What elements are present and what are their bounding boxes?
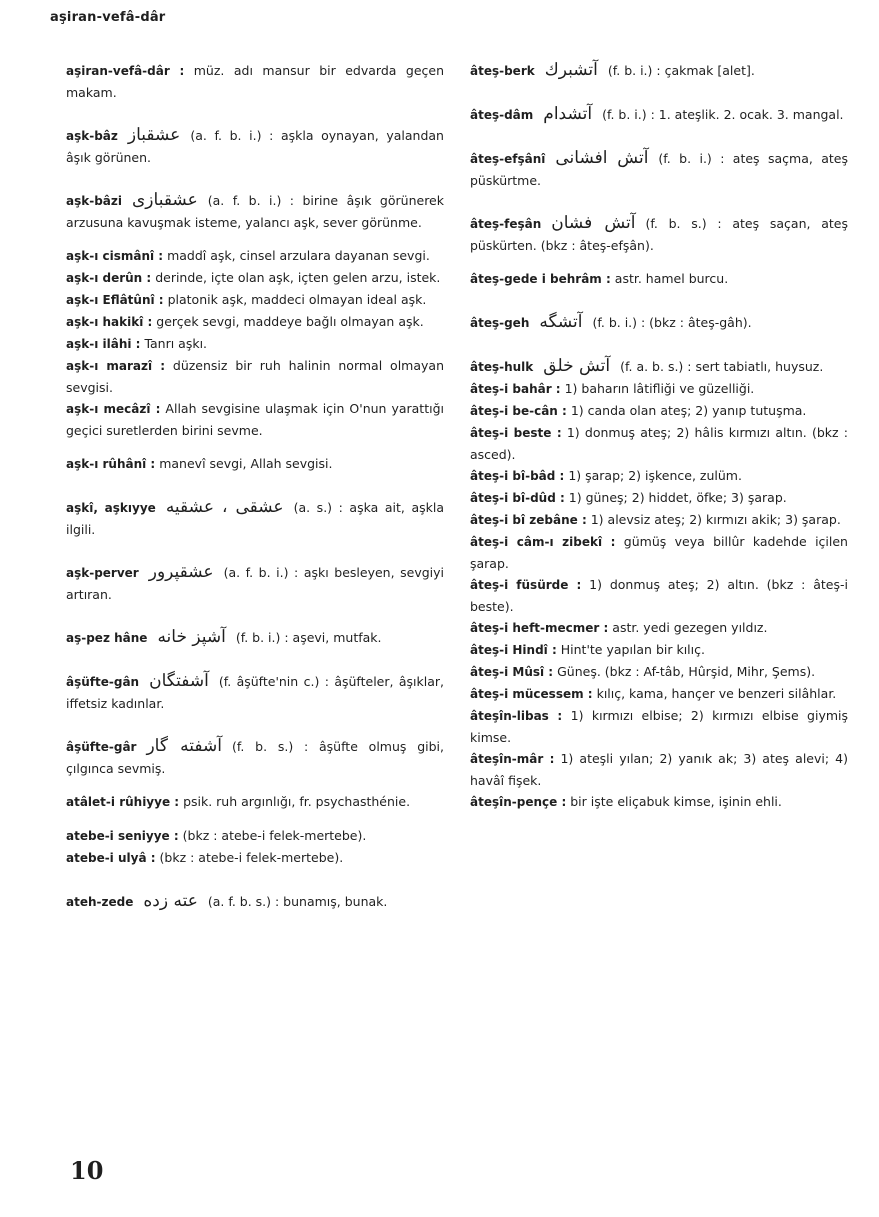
entry-headword: aşkî, aşkıyye bbox=[66, 501, 156, 515]
entry-definition: (f. b. s.) : ateş saçan, ateş püskürten. (bkz : âteş-efşân). bbox=[470, 216, 848, 253]
entry-definition: 1) donmuş ateş; 2) hâlis kırmızı altın. (bkz : asced). bbox=[470, 425, 849, 462]
entry-headword: âşüfte-gân bbox=[66, 675, 140, 689]
entry-definition: 1) baharın lâtifliği ve güzelliği. bbox=[564, 381, 755, 396]
entry-definition: astr. yedi gezegen yıldız. bbox=[612, 620, 768, 635]
dictionary-entry bbox=[470, 574, 848, 617]
entry-headword: aşk-ı cismânî : bbox=[66, 249, 164, 263]
dictionary-entry bbox=[66, 627, 444, 649]
dictionary-entry bbox=[470, 509, 848, 531]
entry-definition: gerçek sevgi, maddeye bağlı olmayan aşk. bbox=[156, 314, 424, 329]
entry-definition: (f. b. i.) : çakmak [alet]. bbox=[607, 63, 755, 78]
entry-arabic-script: عته زده bbox=[143, 891, 198, 911]
entry-headword: aşk-ı marazî : bbox=[66, 359, 165, 373]
entry-definition: 1) güneş; 2) hiddet, öfke; 3) şarap. bbox=[568, 490, 787, 505]
dictionary-entry bbox=[66, 736, 444, 779]
entry-arabic-script: آتشدام bbox=[543, 104, 593, 124]
entry-headword: âteş-i bî-bâd : bbox=[470, 469, 565, 483]
entry-headword: âteş-i Hindî : bbox=[470, 643, 557, 657]
entry-definition: (f. b. i.) : aşevi, mutfak. bbox=[235, 630, 382, 645]
dictionary-entry bbox=[470, 683, 848, 705]
entry-headword: aşk-ı ilâhi : bbox=[66, 337, 141, 351]
dictionary-entry bbox=[66, 497, 444, 540]
entry-definition: (f. b. i.) : ateş saçma, ateş püskürtme. bbox=[470, 151, 848, 188]
entry-headword: âteşîn-mâr : bbox=[470, 752, 555, 766]
entry-headword: aşk-perver bbox=[66, 566, 139, 580]
entry-arabic-script: آتشگه bbox=[539, 312, 583, 332]
entry-headword: aşk-ı mecâzî : bbox=[66, 402, 161, 416]
dictionary-entry bbox=[470, 661, 848, 683]
entry-definition: bir işte eliçabuk kimse, işinin ehli. bbox=[570, 794, 782, 809]
dictionary-entry bbox=[470, 356, 848, 378]
dictionary-entry bbox=[66, 891, 444, 913]
dictionary-entry bbox=[66, 190, 444, 233]
entry-headword: âteş-i füsürde : bbox=[470, 578, 582, 592]
entry-definition: (bkz : atebe-i felek-mertebe). bbox=[182, 828, 367, 843]
entry-definition: müz. adı mansur bir edvarda geçen makam. bbox=[66, 63, 444, 100]
entry-arabic-script: آشپز خانه bbox=[157, 627, 226, 647]
dictionary-entry bbox=[470, 487, 848, 509]
entry-definition: (f. b. i.) : 1. ateşlik. 2. ocak. 3. mangal. bbox=[602, 107, 844, 122]
dictionary-entry bbox=[470, 705, 848, 748]
dictionary-entry bbox=[470, 531, 848, 574]
entry-definition: (f. b. i.) : (bkz : âteş-gâh). bbox=[592, 315, 752, 330]
entry-definition: 1) donmuş ateş; 2) altın. (bkz : âteş-i beste). bbox=[470, 577, 848, 614]
entry-headword: âteş-i mücessem : bbox=[470, 687, 593, 701]
entry-headword: âteşîn-libas : bbox=[470, 709, 563, 723]
entry-headword: âteş-i heft-mecmer : bbox=[470, 621, 609, 635]
entry-headword: aşk-bâzi bbox=[66, 194, 122, 208]
dictionary-entry bbox=[66, 398, 444, 441]
entry-definition: (a. f. b. s.) : bunamış, bunak. bbox=[207, 894, 388, 909]
dictionary-entry bbox=[66, 671, 444, 714]
entry-arabic-script: آتش فشان bbox=[551, 213, 636, 233]
entry-headword: âteş-gede i behrâm : bbox=[470, 272, 611, 286]
entry-headword: atâlet-i rûhiyye : bbox=[66, 795, 180, 809]
dictionary-entry bbox=[66, 847, 444, 869]
dictionary-entry bbox=[66, 311, 444, 333]
dictionary-entry bbox=[470, 213, 848, 256]
entry-definition: (a. s.) : aşka ait, aşkla ilgili. bbox=[66, 500, 445, 537]
entry-headword: âteş-i Mûsî : bbox=[470, 665, 554, 679]
entry-definition: Allah sevgisine ulaşmak için O'nun yarattığı geçici suretlerden birini sevme. bbox=[66, 401, 444, 438]
page-number: 10 bbox=[70, 1156, 104, 1185]
dictionary-entry bbox=[470, 148, 848, 191]
entry-headword: âteş-geh bbox=[470, 316, 530, 330]
dictionary-entry bbox=[66, 125, 444, 168]
entry-definition: (f. a. b. s.) : sert tabiatlı, huysuz. bbox=[620, 359, 824, 374]
entry-headword: âteş-i be-cân : bbox=[470, 404, 567, 418]
entry-definition: astr. hamel burcu. bbox=[614, 271, 729, 286]
dictionary-entry bbox=[470, 312, 848, 334]
entry-definition: (a. f. b. i.) : aşkı besleyen, sevgiyi artıran. bbox=[66, 565, 444, 602]
entry-arabic-script: آتش خلق bbox=[543, 356, 611, 376]
entry-headword: âteş-berk bbox=[470, 64, 535, 78]
entry-headword: âteş-feşân bbox=[470, 217, 542, 231]
entry-definition: maddî aşk, cinsel arzulara dayanan sevgi. bbox=[167, 248, 430, 263]
entry-definition: (f. b. s.) : âşüfte olmuş gibi, çılgınca sevmiş. bbox=[66, 739, 444, 776]
entry-headword: aşiran-vefâ-dâr : bbox=[66, 64, 185, 78]
dictionary-entry bbox=[470, 617, 848, 639]
entry-arabic-script: عشقپرور bbox=[148, 562, 214, 582]
entry-arabic-script: آشفتگان bbox=[149, 671, 209, 691]
entry-headword: aşk-ı rûhânî : bbox=[66, 457, 156, 471]
dictionary-entry bbox=[66, 289, 444, 311]
dictionary-entry bbox=[470, 60, 848, 82]
entry-definition: (a. f. b. i.) : birine âşık görünerek arzusuna kavuşmak isteme, yalancı aşk, sever görünme. bbox=[66, 193, 444, 230]
entry-headword: ateh-zede bbox=[66, 895, 134, 909]
entry-headword: aş-pez hâne bbox=[66, 631, 148, 645]
entry-definition: 1) alevsiz ateş; 2) kırmızı akik; 3) şarap. bbox=[590, 512, 841, 527]
entry-definition: (bkz : atebe-i felek-mertebe). bbox=[159, 850, 344, 865]
entry-headword: âşüfte-gâr bbox=[66, 740, 137, 754]
entry-definition: Güneş. (bkz : Af-tâb, Hûrşid, Mihr, Şems). bbox=[557, 664, 816, 679]
dictionary-entry bbox=[66, 60, 444, 103]
dictionary-entry bbox=[470, 268, 848, 290]
entry-definition: manevî sevgi, Allah sevgisi. bbox=[159, 456, 333, 471]
dictionary-entry bbox=[470, 422, 848, 465]
entry-headword: âteş-dâm bbox=[470, 108, 534, 122]
entry-arabic-script: عشقباز bbox=[127, 125, 181, 145]
dictionary-entry bbox=[470, 465, 848, 487]
entry-definition: kılıç, kama, hançer ve benzeri silâhlar. bbox=[596, 686, 837, 701]
entry-definition: Tanrı aşkı. bbox=[144, 336, 208, 351]
entry-headword: âteş-i bahâr : bbox=[470, 382, 561, 396]
entry-headword: âteş-i câm-ı zibekî : bbox=[470, 535, 616, 549]
entry-definition: 1) şarap; 2) işkence, zulüm. bbox=[568, 468, 742, 483]
entry-definition: 1) kırmızı elbise; 2) kırmızı elbise giymiş kimse. bbox=[470, 708, 848, 745]
entry-definition: gümüş veya billûr kadehde içilen şarap. bbox=[470, 534, 848, 571]
dictionary-entry bbox=[66, 245, 444, 267]
dictionary-entry bbox=[470, 104, 848, 126]
entry-headword: atebe-i ulyâ : bbox=[66, 851, 156, 865]
entry-headword: aşk-ı hakikî : bbox=[66, 315, 153, 329]
dictionary-entry bbox=[470, 378, 848, 400]
left-column bbox=[66, 60, 444, 913]
entry-headword: atebe-i seniyye : bbox=[66, 829, 179, 843]
dictionary-entry bbox=[66, 562, 444, 605]
running-head: aşiran-vefâ-dâr bbox=[50, 10, 166, 25]
dictionary-entry bbox=[470, 791, 848, 813]
dictionary-entry bbox=[66, 453, 444, 475]
entry-definition: (f. âşüfte'nin c.) : âşüfteler, âşıklar, iffetsiz kadınlar. bbox=[66, 674, 444, 711]
entry-headword: aşk-ı Eflâtûnî : bbox=[66, 293, 164, 307]
dictionary-entry bbox=[66, 355, 444, 398]
entry-headword: âteş-efşânî bbox=[470, 152, 546, 166]
entry-definition: psik. ruh argınlığı, fr. psychasthénie. bbox=[183, 794, 411, 809]
entry-headword: âteşîn-pençe : bbox=[470, 795, 567, 809]
entry-definition: 1) ateşli yılan; 2) yanık ak; 3) ateş alevi; 4) havâî fişek. bbox=[470, 751, 848, 788]
entry-definition: Hint'te yapılan bir kılıç. bbox=[560, 642, 705, 657]
entry-headword: âteş-i bî-dûd : bbox=[470, 491, 565, 505]
right-column bbox=[470, 60, 848, 813]
entry-headword: âteş-i beste : bbox=[470, 426, 562, 440]
entry-definition: derinde, içte olan aşk, içten gelen arzu, istek. bbox=[155, 270, 441, 285]
entry-definition: (a. f. b. i.) : aşkla oynayan, yalandan âşık görünen. bbox=[66, 128, 444, 165]
entry-headword: aşk-ı derûn : bbox=[66, 271, 152, 285]
entry-arabic-script: آتش افشانى bbox=[555, 148, 649, 168]
entry-arabic-script: عشقى ، عشقيه bbox=[165, 497, 284, 517]
entry-arabic-script: عشقبازى bbox=[132, 190, 198, 210]
dictionary-entry bbox=[66, 267, 444, 289]
dictionary-entry bbox=[66, 825, 444, 847]
entry-arabic-script: آتشبرك bbox=[544, 60, 598, 80]
entry-arabic-script: آشفته گار bbox=[146, 736, 222, 756]
entry-headword: aşk-bâz bbox=[66, 129, 118, 143]
dictionary-entry bbox=[66, 333, 444, 355]
entry-definition: platonik aşk, maddeci olmayan ideal aşk. bbox=[167, 292, 427, 307]
entry-headword: âteş-i bî zebâne : bbox=[470, 513, 587, 527]
dictionary-entry bbox=[66, 791, 444, 813]
dictionary-entry bbox=[470, 639, 848, 661]
entry-definition: düzensiz bir ruh halinin normal olmayan sevgisi. bbox=[66, 358, 444, 395]
dictionary-entry bbox=[470, 400, 848, 422]
entry-definition: 1) canda olan ateş; 2) yanıp tutuşma. bbox=[570, 403, 807, 418]
dictionary-entry bbox=[470, 748, 848, 791]
entry-headword: âteş-hulk bbox=[470, 360, 534, 374]
